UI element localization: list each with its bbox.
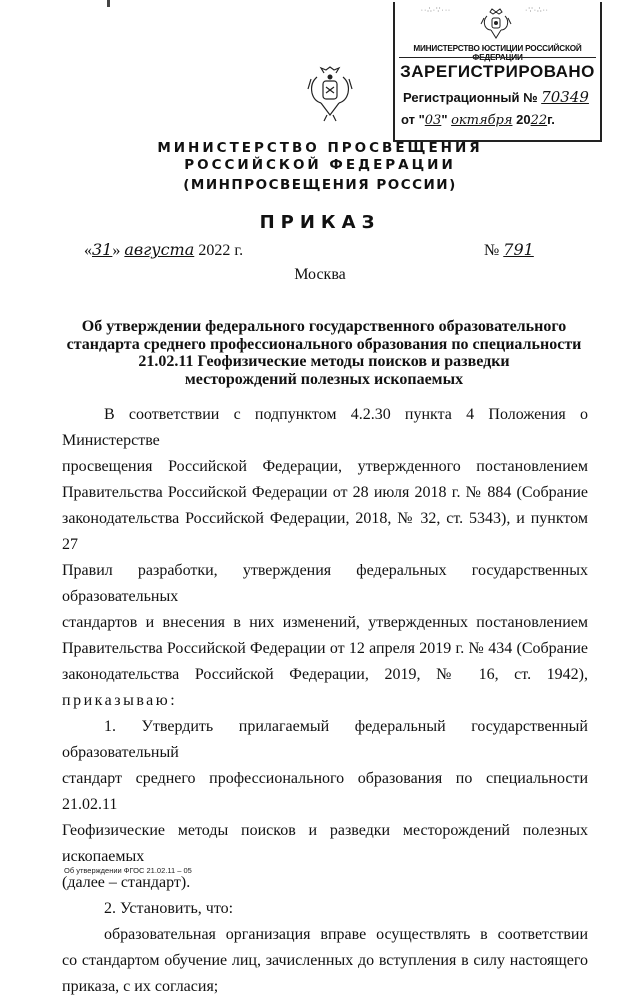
stamp-reg-number: 70349 <box>541 88 589 106</box>
stamp-date-year: 22 <box>530 113 548 128</box>
scan-mark <box>107 0 110 7</box>
body-line: образовательная организация вправе осуществлять в соответствии <box>104 926 588 943</box>
stamp-reg-label: Регистрационный № <box>403 90 538 105</box>
coat-of-arms-icon <box>479 6 513 42</box>
body-line: 2. Установить, что: <box>104 900 234 917</box>
footer-reference: Об утверждении ФГОС 21.02.11 – 05 <box>64 866 192 875</box>
registration-stamp <box>393 2 602 142</box>
order-subject <box>60 318 588 388</box>
body-line: 1. Утвердить прилагаемый федеральный государственный образовательный <box>62 718 588 761</box>
stamp-date-year-prefix: 20 <box>516 112 531 127</box>
order-body <box>62 402 588 1000</box>
order-number <box>484 240 559 260</box>
ministry-short-name: (МИНПРОСВЕЩЕНИЯ РОССИИ) <box>183 177 457 193</box>
body-line: Правил разработки, утверждения федеральных государственных образовательных <box>62 562 588 605</box>
order-number-label: № <box>484 242 500 259</box>
order-number-value: 791 <box>503 240 534 259</box>
body-line: Правительства Российской Федерации от 28 июля 2018 г. № 884 (Собрание <box>62 484 588 501</box>
body-line: стандартов и внесения в них изменений, утвержденных постановлением <box>62 614 588 631</box>
stamp-date-suffix: г. <box>547 112 555 127</box>
body-line: Геофизические методы поисков и разведки месторождений полезных ископаемых <box>62 822 588 865</box>
ministry-name-line1: МИНИСТЕРСТВО ПРОСВЕЩЕНИЯ <box>157 140 483 156</box>
stamp-registered-title: ЗАРЕГИСТРИРОВАНО <box>400 62 595 81</box>
body-line: (далее – стандарт). <box>62 874 191 891</box>
subject-line: стандарта среднего профессионального образования по специальности <box>66 335 582 353</box>
date-year: 2022 г. <box>198 242 244 259</box>
body-line: со стандартом обучение лиц, зачисленных до вступления в силу настоящего <box>62 952 588 969</box>
order-date <box>84 240 243 260</box>
body-line: В соответствии с подпунктом 4.2.30 пункта 4 Положения о Министерстве <box>62 406 588 449</box>
subject-line: месторождений полезных ископаемых <box>184 370 464 388</box>
stamp-registration-number <box>403 88 589 106</box>
date-day: 31 <box>92 240 113 259</box>
subject-line: 21.02.11 Геофизические методы поисков и разведки <box>138 353 510 370</box>
stamp-date-sep: " <box>441 112 452 127</box>
stamp-registration-date <box>401 112 555 128</box>
stamp-signature-left: ∙·∴·∵··∙ <box>421 7 452 14</box>
stamp-ministry-name: МИНИСТЕРСТВО ЮСТИЦИИ РОССИЙСКОЙ ФЕДЕРАЦИИ <box>413 44 582 62</box>
city-name: Москва <box>294 266 346 283</box>
ministry-name-line2: РОССИЙСКОЙ ФЕДЕРАЦИИ <box>184 157 456 173</box>
stamp-date-month: октября <box>451 113 513 128</box>
stamp-date-prefix: от " <box>401 112 425 127</box>
body-line: приказа, с их согласия; <box>62 978 219 995</box>
date-month: августа <box>124 240 195 259</box>
body-line: законодательства Российской Федерации, 2019, № 16, ст. 1942), <box>62 666 588 683</box>
subject-line: Об утверждении федерального государственного образовательного <box>81 318 567 335</box>
body-line: законодательства Российской Федерации, 2018, № 32, ст. 5343), и пунктом 27 <box>62 510 588 553</box>
body-line: Правительства Российской Федерации от 12 апреля 2019 г. № 434 (Собрание <box>62 640 588 657</box>
stamp-divider <box>399 57 596 58</box>
body-line: просвещения Российской Федерации, утвержденного постановлением <box>62 458 588 475</box>
coat-of-arms-icon <box>307 65 353 125</box>
stamp-signature-right: ·∵·∴·∙ <box>525 7 549 14</box>
stamp-date-day: 03 <box>424 113 442 128</box>
date-open-quote: « <box>84 242 92 259</box>
document-type-title: ПРИКАЗ <box>259 212 381 233</box>
body-line: стандарт среднего профессионального образования по специальности 21.02.11 <box>62 770 588 813</box>
order-directive: приказываю: <box>62 692 178 709</box>
date-close-quote: » <box>112 242 121 259</box>
